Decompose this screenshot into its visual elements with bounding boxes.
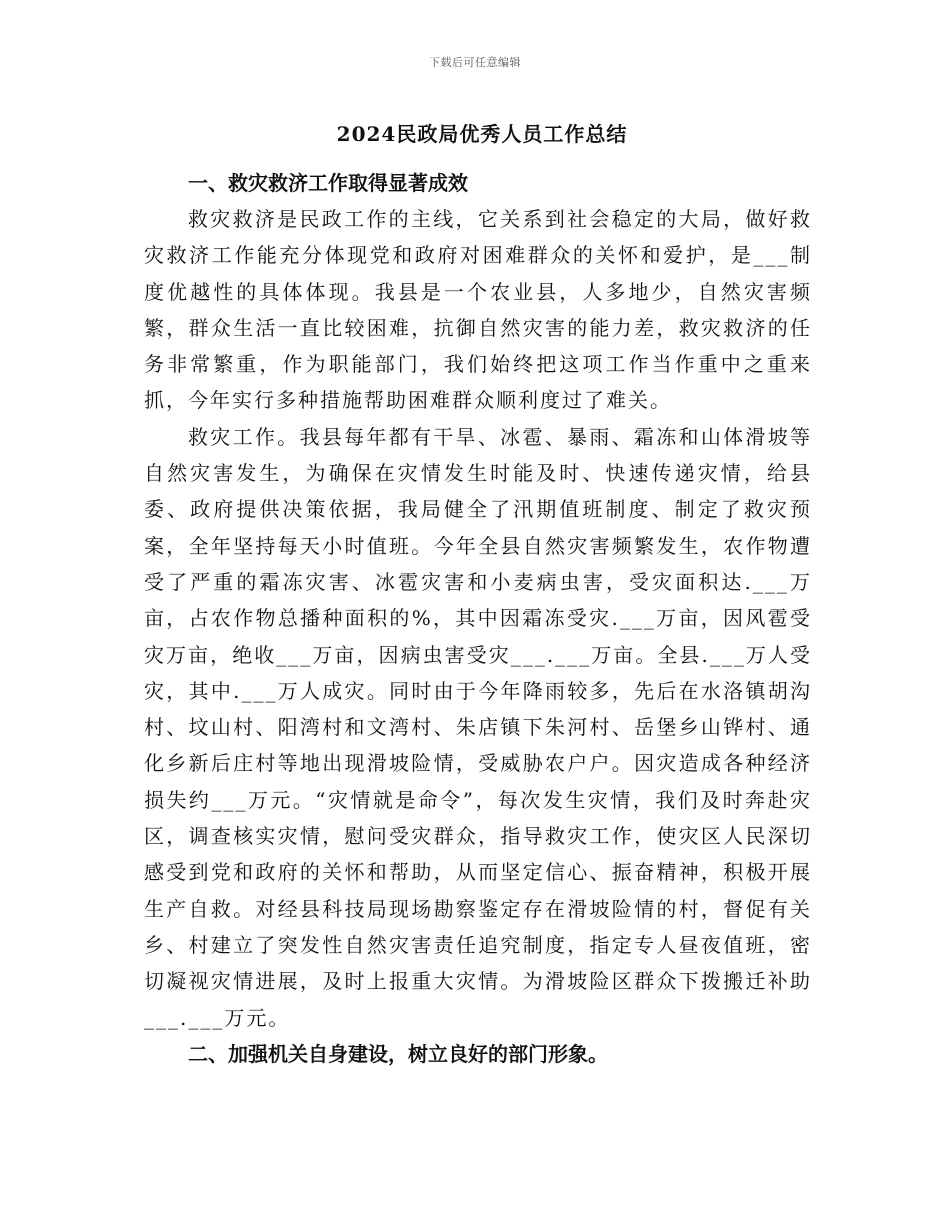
paragraph-1: 救灾救济是民政工作的主线，它关系到社会稳定的大局，做好救灾救济工作能充分体现党和政府对困难群众的关怀和爱护，是___制度优越性的具体体现。我县是一个农业县，人多地少，自然灾害频繁，群众生活一直比较困难，抗御自然灾害的能力差，救灾救济的任务非常繁重，作为职能部门，我们始终把这项工作当作重中之重来抓，今年实行多种措施帮助困难群众顺利度过了难关。 [144, 207, 812, 413]
section-heading-1: 一、救灾救济工作取得显著成效 [188, 171, 468, 195]
document-title: 2024民政局优秀人员工作总结 [336, 122, 628, 146]
section-heading-2: 二、加强机关自身建设，树立良好的部门形象。 [188, 1041, 608, 1066]
paragraph-2: 救灾工作。我县每年都有干旱、冰雹、暴雨、霜冻和山体滑坡等自然灾害发生，为确保在灾情发生时能及时、快速传递灾情，给县委、政府提供决策依据，我局健全了汛期值班制度、制定了救灾预案，全年坚持每天小时值班。今年全县自然灾害频繁发生，农作物遭受了严重的霜冻灾害、冰雹灾害和小麦病虫害，受灾面积达.___万亩，占农作物总播种面积的%，其中因霜冻受灾.___万亩，因风雹受灾万亩，绝收___万亩，因病虫害受灾___.___万亩。全县.___万人受灾，其中.___万人成灾。同时由于今年降雨较多，先后在水洛镇胡沟村、坟山村、阳湾村和文湾村、朱店镇下朱河村、岳堡乡山铧村、通化乡新后庄村等地出现滑坡险情，受威胁农户户。因灾造成各种经济损失约___万元。“灾情就是命令”，每次发生灾情，我们及时奔赴灾区，调查核实灾情，慰问受灾群众，指导救灾工作，使灾区人民深切感受到党和政府的关怀和帮助，从而坚定信心、振奋精神，积极开展生产自救。对经县科技局现场勘察鉴定存在滑坡险情的村，督促有关乡、村建立了突发性自然灾害责任追究制度，指定专人昼夜值班，密切凝视灾情进展，及时上报重大灾情。为滑坡险区群众下拨搬迁补助___.___万元。 [144, 424, 812, 1030]
page-header-note: 下载后可任意编辑 [429, 56, 521, 69]
document-body [144, 118, 812, 1072]
